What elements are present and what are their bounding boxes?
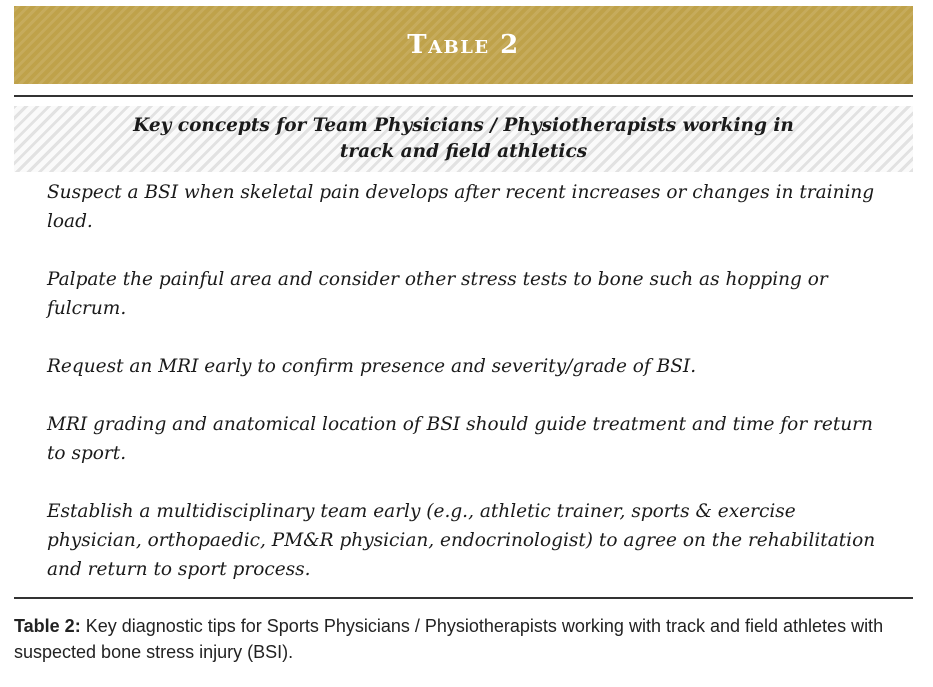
table-subtitle: Key concepts for Team Physicians / Physiotherapists working in track and field athletics [133, 115, 794, 162]
caption-text: Key diagnostic tips for Sports Physicians / Physiotherapists working with track and field athletes with suspected bone stress injury (BSI). [14, 616, 884, 662]
top-divider [14, 95, 913, 97]
table-title: Table 2 [407, 30, 520, 60]
caption-label: Table 2: [14, 616, 81, 636]
table-header-banner [14, 6, 913, 84]
list-item: Suspect a BSI when skeletal pain develops after recent increases or changes in training load. [47, 182, 875, 232]
list-item: MRI grading and anatomical location of BSI should guide treatment and time for return to sport. [47, 414, 873, 464]
list-item: Establish a multidisciplinary team early (e.g., athletic trainer, sports & exercise physician, orthopaedic, PM&R physician, endocrinologist) to agree on the rehabilitation and return to sport process. [47, 501, 876, 580]
key-concepts-list [47, 178, 877, 613]
list-item: Request an MRI early to confirm presence and severity/grade of BSI. [47, 356, 697, 377]
list-item: Palpate the painful area and consider other stress tests to bone such as hopping or fulcrum. [47, 269, 828, 319]
bottom-divider [14, 597, 913, 599]
table-caption [14, 613, 904, 665]
table-subheader [14, 106, 913, 172]
